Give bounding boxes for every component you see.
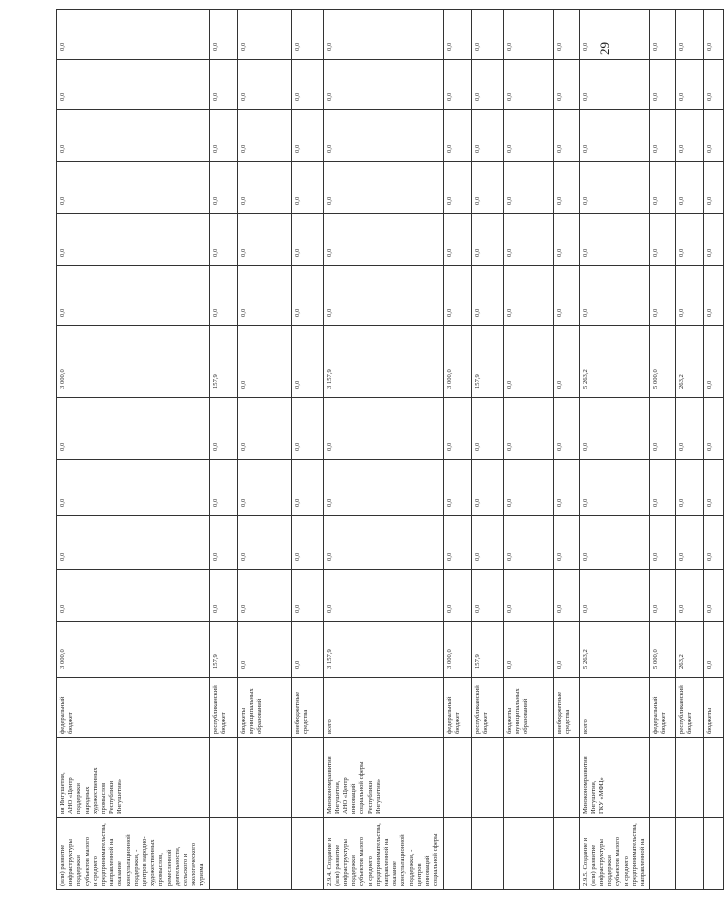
value-cell: 0,0	[237, 10, 291, 60]
value-cell: 0,0	[237, 60, 291, 110]
measure-name-cell	[676, 818, 704, 890]
value-cell: 0,0	[323, 570, 443, 622]
executor-cell	[209, 738, 237, 818]
value-cell: 0,0	[503, 214, 553, 266]
value-cell: 5 000,0	[650, 326, 676, 398]
value-cell: 0,0	[503, 622, 553, 678]
value-cell: 0,0	[209, 266, 237, 326]
executor-cell	[553, 738, 579, 818]
value-cell: 0,0	[553, 326, 579, 398]
value-cell: 0,0	[291, 570, 323, 622]
value-cell: 0,0	[323, 516, 443, 570]
source-cell: бюджеты муниципальных образований	[237, 678, 291, 738]
value-cell: 0,0	[443, 516, 471, 570]
value-cell: 0,0	[553, 214, 579, 266]
value-cell: 0,0	[471, 162, 503, 214]
value-cell: 0,0	[704, 10, 724, 60]
value-cell: 0,0	[443, 110, 471, 162]
measure-name-cell: 2.9.5. Создание и (или) развитие инфраструктуры поддержки субъектов малого и среднего предпринимательства, направленной на	[579, 818, 650, 890]
value-cell: 3 000,0	[57, 622, 210, 678]
executor-cell	[291, 738, 323, 818]
value-cell: 0,0	[704, 162, 724, 214]
value-cell: 0,0	[323, 162, 443, 214]
value-cell: 0,0	[323, 10, 443, 60]
value-cell: 263,2	[676, 326, 704, 398]
measure-name-cell	[209, 818, 237, 890]
value-cell: 0,0	[704, 460, 724, 516]
table-row	[579, 10, 650, 890]
value-cell: 0,0	[579, 398, 650, 460]
value-cell: 0,0	[704, 622, 724, 678]
value-cell: 0,0	[650, 570, 676, 622]
value-cell: 0,0	[553, 622, 579, 678]
measure-name-cell	[443, 818, 471, 890]
source-cell: федеральный бюджет	[57, 678, 210, 738]
table-row	[323, 10, 443, 890]
value-cell: 0,0	[237, 516, 291, 570]
value-cell: 0,0	[553, 570, 579, 622]
source-cell: республиканский бюджет	[209, 678, 237, 738]
value-cell: 0,0	[676, 10, 704, 60]
value-cell: 0,0	[209, 398, 237, 460]
value-cell: 0,0	[503, 398, 553, 460]
value-cell: 0,0	[471, 60, 503, 110]
measure-name-cell: 2.9.4. Создание и (или) развитие инфраструктуры поддержки субъектов малого и среднего предпринимательства, направленной на оказание консультационной поддержки, - центров инноваций социальной сферы	[323, 818, 443, 890]
value-cell: 0,0	[443, 266, 471, 326]
value-cell: 0,0	[650, 460, 676, 516]
value-cell: 0,0	[650, 214, 676, 266]
value-cell: 0,0	[676, 214, 704, 266]
value-cell: 0,0	[676, 60, 704, 110]
value-cell: 3 000,0	[57, 326, 210, 398]
measure-name-cell	[650, 818, 676, 890]
value-cell: 0,0	[57, 110, 210, 162]
value-cell: 0,0	[503, 266, 553, 326]
executor-cell	[443, 738, 471, 818]
value-cell: 0,0	[704, 110, 724, 162]
value-cell: 0,0	[209, 110, 237, 162]
value-cell: 0,0	[323, 266, 443, 326]
source-cell: всего	[579, 678, 650, 738]
table-row	[57, 10, 210, 890]
value-cell: 157,9	[471, 622, 503, 678]
value-cell: 0,0	[209, 570, 237, 622]
value-cell: 0,0	[323, 110, 443, 162]
value-cell: 0,0	[676, 460, 704, 516]
value-cell: 5 263,2	[579, 326, 650, 398]
value-cell: 5 000,0	[650, 622, 676, 678]
value-cell: 5 263,2	[579, 622, 650, 678]
value-cell: 157,9	[209, 326, 237, 398]
value-cell: 0,0	[57, 516, 210, 570]
value-cell: 0,0	[323, 460, 443, 516]
table-row	[291, 10, 323, 890]
value-cell: 0,0	[237, 398, 291, 460]
value-cell: 0,0	[676, 398, 704, 460]
value-cell: 0,0	[291, 516, 323, 570]
value-cell: 0,0	[471, 460, 503, 516]
value-cell: 0,0	[291, 266, 323, 326]
source-cell: федеральный бюджет	[650, 678, 676, 738]
table-row	[471, 10, 503, 890]
table-row	[443, 10, 471, 890]
value-cell: 0,0	[553, 110, 579, 162]
executor-cell	[676, 738, 704, 818]
value-cell: 0,0	[57, 162, 210, 214]
value-cell: 0,0	[650, 398, 676, 460]
value-cell: 0,0	[291, 110, 323, 162]
value-cell: 0,0	[237, 214, 291, 266]
measure-name-cell	[237, 818, 291, 890]
source-cell: бюджеты муниципальных образований	[503, 678, 553, 738]
value-cell: 3 157,9	[323, 326, 443, 398]
value-cell: 0,0	[579, 162, 650, 214]
value-cell: 0,0	[57, 214, 210, 266]
value-cell: 0,0	[443, 460, 471, 516]
executor-cell: Минэкономразвития Ингушетия, ГКУ «МФЦ»	[579, 738, 650, 818]
value-cell: 0,0	[471, 570, 503, 622]
value-cell: 0,0	[471, 398, 503, 460]
executor-cell	[503, 738, 553, 818]
table-row	[209, 10, 237, 890]
value-cell: 0,0	[579, 570, 650, 622]
value-cell: 0,0	[237, 162, 291, 214]
value-cell: 0,0	[650, 10, 676, 60]
value-cell: 0,0	[579, 110, 650, 162]
value-cell: 0,0	[209, 516, 237, 570]
value-cell: 0,0	[57, 60, 210, 110]
source-cell: всего	[323, 678, 443, 738]
value-cell: 0,0	[443, 214, 471, 266]
value-cell: 0,0	[579, 266, 650, 326]
value-cell: 0,0	[291, 622, 323, 678]
value-cell: 0,0	[650, 162, 676, 214]
value-cell: 0,0	[237, 460, 291, 516]
value-cell: 0,0	[704, 398, 724, 460]
value-cell: 0,0	[471, 266, 503, 326]
source-cell: бюджеты	[704, 678, 724, 738]
value-cell: 0,0	[209, 10, 237, 60]
value-cell: 0,0	[704, 570, 724, 622]
value-cell: 0,0	[237, 326, 291, 398]
value-cell: 0,0	[676, 266, 704, 326]
value-cell: 157,9	[209, 622, 237, 678]
measure-name-cell	[553, 818, 579, 890]
value-cell: 0,0	[650, 516, 676, 570]
value-cell: 0,0	[650, 110, 676, 162]
measure-name-cell	[291, 818, 323, 890]
value-cell: 0,0	[323, 214, 443, 266]
value-cell: 0,0	[471, 214, 503, 266]
value-cell: 0,0	[553, 266, 579, 326]
value-cell: 0,0	[553, 516, 579, 570]
value-cell: 0,0	[323, 398, 443, 460]
value-cell: 0,0	[209, 162, 237, 214]
value-cell: 0,0	[579, 10, 650, 60]
value-cell: 0,0	[503, 10, 553, 60]
table-row	[676, 10, 704, 890]
measure-name-cell	[704, 818, 724, 890]
executor-cell	[237, 738, 291, 818]
value-cell: 0,0	[291, 60, 323, 110]
value-cell: 0,0	[57, 570, 210, 622]
value-cell: 0,0	[650, 266, 676, 326]
value-cell: 0,0	[323, 60, 443, 110]
executor-cell: ия Ингушетия, АНО «Центр поддержки народных художественных промыслов Республики Ингушетия»	[57, 738, 210, 818]
table-row	[650, 10, 676, 890]
source-cell: внебюджетные средства	[291, 678, 323, 738]
value-cell: 0,0	[650, 60, 676, 110]
value-cell: 0,0	[291, 398, 323, 460]
value-cell: 0,0	[704, 214, 724, 266]
value-cell: 0,0	[291, 326, 323, 398]
value-cell: 0,0	[237, 266, 291, 326]
value-cell: 0,0	[503, 326, 553, 398]
value-cell: 0,0	[579, 214, 650, 266]
value-cell: 0,0	[443, 162, 471, 214]
value-cell: 263,2	[676, 622, 704, 678]
value-cell: 0,0	[704, 266, 724, 326]
measure-name-cell	[471, 818, 503, 890]
measure-name-cell	[503, 818, 553, 890]
value-cell: 0,0	[471, 10, 503, 60]
value-cell: 0,0	[579, 516, 650, 570]
value-cell: 0,0	[209, 60, 237, 110]
value-cell: 0,0	[503, 60, 553, 110]
value-cell: 0,0	[676, 516, 704, 570]
value-cell: 0,0	[553, 60, 579, 110]
value-cell: 0,0	[209, 214, 237, 266]
value-cell: 0,0	[503, 110, 553, 162]
table-row	[553, 10, 579, 890]
value-cell: 0,0	[503, 516, 553, 570]
executor-cell	[471, 738, 503, 818]
budget-table	[56, 9, 724, 890]
value-cell: 3 000,0	[443, 326, 471, 398]
value-cell: 0,0	[291, 214, 323, 266]
value-cell: 0,0	[704, 60, 724, 110]
source-cell: республиканский бюджет	[471, 678, 503, 738]
value-cell: 0,0	[57, 460, 210, 516]
value-cell: 0,0	[553, 460, 579, 516]
value-cell: 0,0	[704, 326, 724, 398]
value-cell: 0,0	[237, 622, 291, 678]
value-cell: 0,0	[676, 110, 704, 162]
value-cell: 0,0	[676, 570, 704, 622]
value-cell: 0,0	[57, 266, 210, 326]
value-cell: 0,0	[676, 162, 704, 214]
value-cell: 0,0	[291, 10, 323, 60]
value-cell: 0,0	[503, 460, 553, 516]
value-cell: 0,0	[209, 460, 237, 516]
value-cell: 157,9	[471, 326, 503, 398]
value-cell: 0,0	[579, 60, 650, 110]
executor-cell: Минэкономразвития Ингушетия, АНО «Центр инноваций социальной сферы Республики Ингушетия»	[323, 738, 443, 818]
value-cell: 0,0	[503, 570, 553, 622]
measure-name-cell: (или) развитие инфраструктуры поддержки субъектов малого и среднего предпринимательства, направленной на оказание консультационной поддержки, - центров народно- художественных промыслов, ремесленной деятельности, сельского и экологического туризма	[57, 818, 210, 890]
value-cell: 0,0	[57, 398, 210, 460]
executor-cell	[650, 738, 676, 818]
table-row	[704, 10, 724, 890]
page-number: 29	[597, 42, 612, 55]
value-cell: 0,0	[471, 516, 503, 570]
value-cell: 0,0	[237, 110, 291, 162]
source-cell: федеральный бюджет	[443, 678, 471, 738]
value-cell: 0,0	[579, 460, 650, 516]
source-cell: республиканский бюджет	[676, 678, 704, 738]
value-cell: 0,0	[443, 10, 471, 60]
value-cell: 0,0	[553, 398, 579, 460]
value-cell: 0,0	[443, 60, 471, 110]
value-cell: 0,0	[291, 460, 323, 516]
value-cell: 3 000,0	[443, 622, 471, 678]
value-cell: 0,0	[553, 10, 579, 60]
value-cell: 0,0	[291, 162, 323, 214]
executor-cell	[704, 738, 724, 818]
value-cell: 0,0	[443, 398, 471, 460]
value-cell: 0,0	[503, 162, 553, 214]
value-cell: 3 157,9	[323, 622, 443, 678]
value-cell: 0,0	[704, 516, 724, 570]
value-cell: 0,0	[553, 162, 579, 214]
value-cell: 0,0	[57, 10, 210, 60]
value-cell: 0,0	[443, 570, 471, 622]
value-cell: 0,0	[471, 110, 503, 162]
table-row	[237, 10, 291, 890]
source-cell: внебюджетные средства	[553, 678, 579, 738]
table-row	[503, 10, 553, 890]
value-cell: 0,0	[237, 570, 291, 622]
